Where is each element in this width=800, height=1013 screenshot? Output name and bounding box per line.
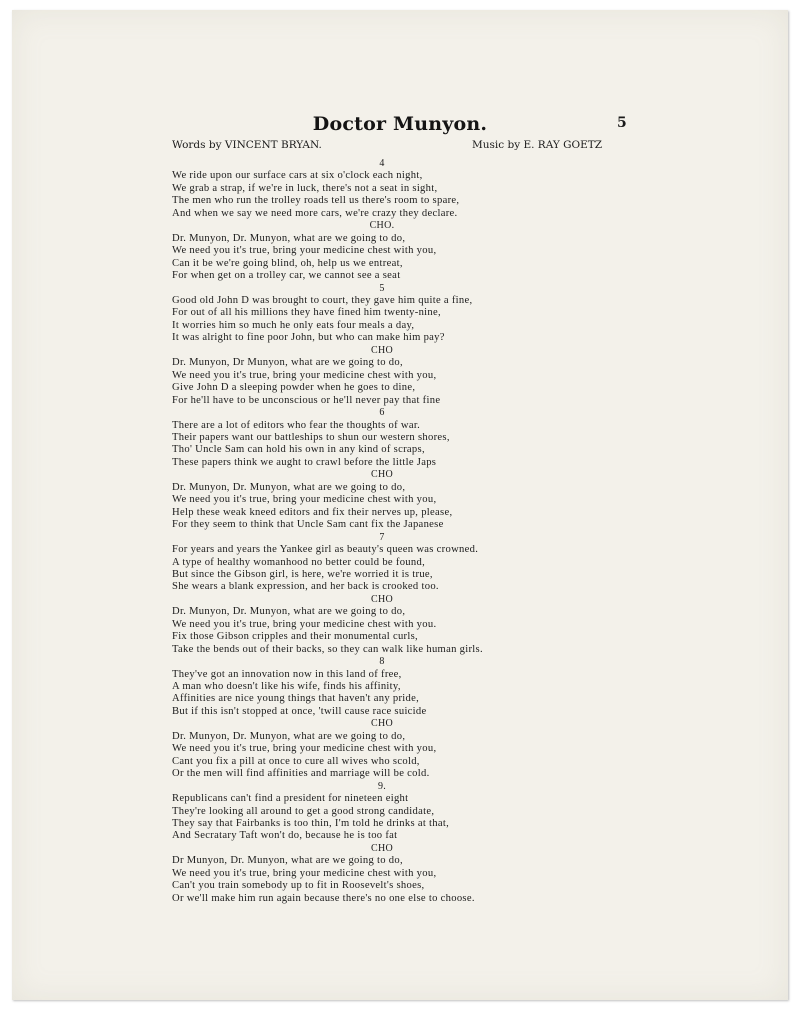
lyric-line: Dr. Munyon, Dr. Munyon, what are we going to do, xyxy=(172,606,406,618)
chorus-label: CHO xyxy=(370,842,393,854)
lyric-line: Dr. Munyon, Dr. Munyon, what are we going to do, xyxy=(172,481,406,493)
lyric-line: Dr. Munyon, Dr Munyon, what are we going to do, xyxy=(172,357,403,369)
verse-number: 9. xyxy=(377,780,387,792)
verse-number: 6 xyxy=(379,407,385,419)
lyric-line: Tho' Uncle Sam can hold his own in any kind of scraps, xyxy=(172,444,425,456)
lyric-line: She wears a blank expression, and her back is crooked too. xyxy=(172,581,439,593)
song-title: Doctor Munyon. xyxy=(312,113,488,135)
lyric-line: Or the men will find affinities and marriage will be cold. xyxy=(172,768,430,780)
composer-credit: Music by E. RAY GOETZ xyxy=(472,139,603,151)
lyric-line: They've got an innovation now in this land of free, xyxy=(172,668,402,680)
lyric-line: Or we'll make him run again because there's no one else to choose. xyxy=(172,892,475,904)
lyric-line: But since the Gibson girl, is here, we're worried it is true, xyxy=(172,568,433,580)
chorus-label: CHO xyxy=(370,593,393,605)
lyric-line: It worries him so much he only eats four meals a day, xyxy=(172,319,415,331)
lyric-line: Help these weak kneed editors and fix their nerves up, please, xyxy=(172,506,453,518)
lyric-line: And Secratary Taft won't do, because he is too fat xyxy=(172,830,398,842)
lyric-line: We need you it's true, bring your medicine chest with you, xyxy=(172,494,437,506)
lyric-line: We need you it's true, bring your medicine chest with you. xyxy=(172,618,437,630)
lyricist-credit: Words by VINCENT BRYAN. xyxy=(172,139,322,151)
lyric-line: Give John D a sleeping powder when he goes to dine, xyxy=(172,382,416,394)
lyric-line: For he'll have to be unconscious or he'll never pay that fine xyxy=(172,394,441,406)
lyric-line: There are a lot of editors who fear the thoughts of war. xyxy=(172,419,421,431)
lyric-line: Fix those Gibson cripples and their monumental curls, xyxy=(172,631,418,643)
chorus-label: CHO xyxy=(370,718,393,730)
lyric-line: We grab a strap, if we're in luck, there's not a seat in sight, xyxy=(172,182,438,194)
lyric-line: For years and years the Yankee girl as beauty's queen was crowned. xyxy=(172,544,479,556)
lyric-line: Republicans can't find a president for nineteen eight xyxy=(172,793,409,805)
lyric-line: And when we say we need more cars, we're crazy they declare. xyxy=(172,207,458,219)
lyric-line: Dr Munyon, Dr. Munyon, what are we going to do, xyxy=(172,855,403,867)
lyric-line: We need you it's true, bring your medicine chest with you, xyxy=(172,867,437,879)
lyric-line: For out of all his millions they have fined him twenty-nine, xyxy=(172,307,441,319)
lyric-line: Can't you train somebody up to fit in Roosevelt's shoes, xyxy=(172,880,425,892)
lyric-line: The men who run the trolley roads tell us there's room to spare, xyxy=(172,195,460,207)
verse-number: 8 xyxy=(379,656,385,668)
lyric-line: Take the bends out of their backs, so they can walk like human girls. xyxy=(172,643,483,655)
lyric-line: Dr. Munyon, Dr. Munyon, what are we going to do, xyxy=(172,232,406,244)
chorus-label: CHO xyxy=(370,344,393,356)
lyric-line: They're looking all around to get a good strong candidate, xyxy=(172,805,435,817)
lyrics-body xyxy=(172,158,592,905)
lyric-line: Affinities are nice young things that haven't any pride, xyxy=(172,693,420,705)
lyric-line: A man who doesn't like his wife, finds his affinity, xyxy=(172,681,401,693)
verse-number: 4 xyxy=(379,158,385,169)
lyric-line: It was alright to fine poor John, but who can make him pay? xyxy=(172,332,445,344)
lyric-line: These papers think we aught to crawl before the little Japs xyxy=(172,456,437,468)
lyric-line: We need you it's true, bring your medicine chest with you, xyxy=(172,245,437,257)
lyric-line: For they seem to think that Uncle Sam cant fix the Japanese xyxy=(172,519,444,531)
lyric-line: They say that Fairbanks is too thin, I'm told he drinks at that, xyxy=(172,818,450,830)
lyric-line: We need you it's true, bring your medicine chest with you, xyxy=(172,369,437,381)
verse-number: 5 xyxy=(379,282,385,294)
chorus-label: CHO. xyxy=(369,220,395,232)
verse-number: 7 xyxy=(379,531,385,543)
lyric-line: We need you it's true, bring your medicine chest with you, xyxy=(172,743,437,755)
lyric-line: Good old John D was brought to court, they gave him quite a fine, xyxy=(172,294,473,306)
lyric-line: But if this isn't stopped at once, 'twill cause race suicide xyxy=(172,705,427,717)
lyric-line: We ride upon our surface cars at six o'clock each night, xyxy=(172,170,423,182)
lyric-line: Dr. Munyon, Dr. Munyon, what are we going to do, xyxy=(172,730,406,742)
chorus-label: CHO xyxy=(370,469,393,481)
lyric-line: A type of healthy womanhood no better could be found, xyxy=(172,556,426,568)
lyric-line: Can it be we're going blind, oh, help us we entreat, xyxy=(172,257,403,269)
lyric-line: For when get on a trolley car, we cannot see a seat xyxy=(172,270,401,282)
page-number: 5 xyxy=(617,115,627,131)
lyric-line: Their papers want our battleships to shun our western shores, xyxy=(172,431,450,443)
lyric-line: Cant you fix a pill at once to cure all wives who scold, xyxy=(172,755,420,767)
